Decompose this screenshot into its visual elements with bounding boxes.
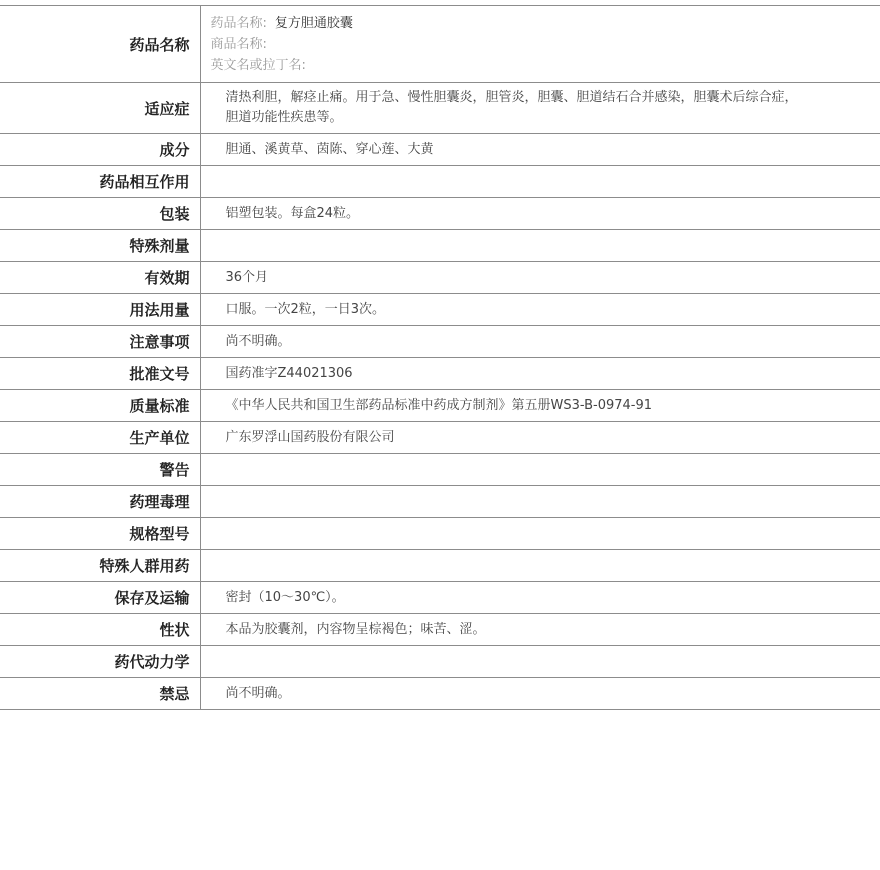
table-row-pharmacokinetics <box>0 646 880 678</box>
row-label: 药品相互作用 <box>0 166 200 198</box>
trade-name-label: 商品名称: <box>210 36 267 52</box>
table-row-interactions <box>0 166 880 198</box>
row-value <box>200 518 880 550</box>
row-label: 用法用量 <box>0 294 200 326</box>
table-row-description <box>0 614 880 646</box>
row-value <box>200 646 880 678</box>
table-row-quality-standard <box>0 390 880 422</box>
row-label: 特殊人群用药 <box>0 550 200 582</box>
row-value: 《中华人民共和国卫生部药品标准中药成方制剂》第五册WS3-B-0974-91 <box>225 397 653 413</box>
table-row-manufacturer <box>0 422 880 454</box>
table-row-storage <box>0 582 880 614</box>
row-label: 注意事项 <box>0 326 200 358</box>
table-row-approval-number <box>0 358 880 390</box>
row-label: 警告 <box>0 454 200 486</box>
row-value: 广东罗浮山国药股份有限公司 <box>225 429 395 445</box>
row-label: 批准文号 <box>0 358 200 390</box>
generic-name-label: 药品名称: <box>210 15 267 31</box>
table-row-precautions <box>0 326 880 358</box>
row-value: 本品为胶囊剂，内容物呈棕褐色；味苦、涩。 <box>225 621 486 637</box>
row-label: 规格型号 <box>0 518 200 550</box>
row-value <box>200 486 880 518</box>
row-label: 有效期 <box>0 262 200 294</box>
row-value: 铝塑包装。每盒24粒。 <box>225 205 360 221</box>
english-name-line <box>211 55 811 76</box>
table-row-pharmacology <box>0 486 880 518</box>
row-label: 成分 <box>0 134 200 166</box>
table-row-special-dosage <box>0 230 880 262</box>
row-value <box>200 230 880 262</box>
row-label: 禁忌 <box>0 678 200 710</box>
row-label: 药品名称 <box>0 6 200 83</box>
row-value <box>200 166 880 198</box>
row-label: 保存及运输 <box>0 582 200 614</box>
row-label: 特殊剂量 <box>0 230 200 262</box>
drug-info-table <box>0 5 880 710</box>
table-row-specification <box>0 518 880 550</box>
row-value: 尚不明确。 <box>225 333 291 349</box>
table-row-indications <box>0 83 880 134</box>
row-label: 生产单位 <box>0 422 200 454</box>
row-label: 药理毒理 <box>0 486 200 518</box>
row-value: 口服。一次2粒，一日3次。 <box>225 301 386 317</box>
row-value: 36个月 <box>225 269 269 285</box>
row-value: 国药准字Z44021306 <box>225 365 353 381</box>
row-value <box>200 454 880 486</box>
row-label: 质量标准 <box>0 390 200 422</box>
row-value: 尚不明确。 <box>225 685 291 701</box>
table-row-usage <box>0 294 880 326</box>
table-row-packaging <box>0 198 880 230</box>
generic-name-line <box>211 13 811 34</box>
row-value: 清热利胆，解痉止痛。用于急、慢性胆囊炎，胆管炎，胆囊、胆道结石合并感染，胆囊术后综合症，胆道功能性疾患等。 <box>225 90 798 125</box>
row-label: 包装 <box>0 198 200 230</box>
table-row-drug-name <box>0 6 880 83</box>
table-row-contraindications <box>0 678 880 710</box>
trade-name-line <box>211 34 811 55</box>
generic-name-value: 复方胆通胶囊 <box>274 15 353 31</box>
table-row-ingredients <box>0 134 880 166</box>
row-value <box>200 550 880 582</box>
table-row-warning <box>0 454 880 486</box>
table-row-special-populations <box>0 550 880 582</box>
row-label: 性状 <box>0 614 200 646</box>
drug-name-values <box>200 6 880 83</box>
table-row-shelf-life <box>0 262 880 294</box>
row-value: 胆通、溪黄草、茵陈、穿心莲、大黄 <box>225 141 434 157</box>
row-value: 密封（10～30℃）。 <box>225 589 345 605</box>
row-label: 适应症 <box>0 83 200 134</box>
row-label: 药代动力学 <box>0 646 200 678</box>
english-name-label: 英文名或拉丁名: <box>210 57 306 73</box>
